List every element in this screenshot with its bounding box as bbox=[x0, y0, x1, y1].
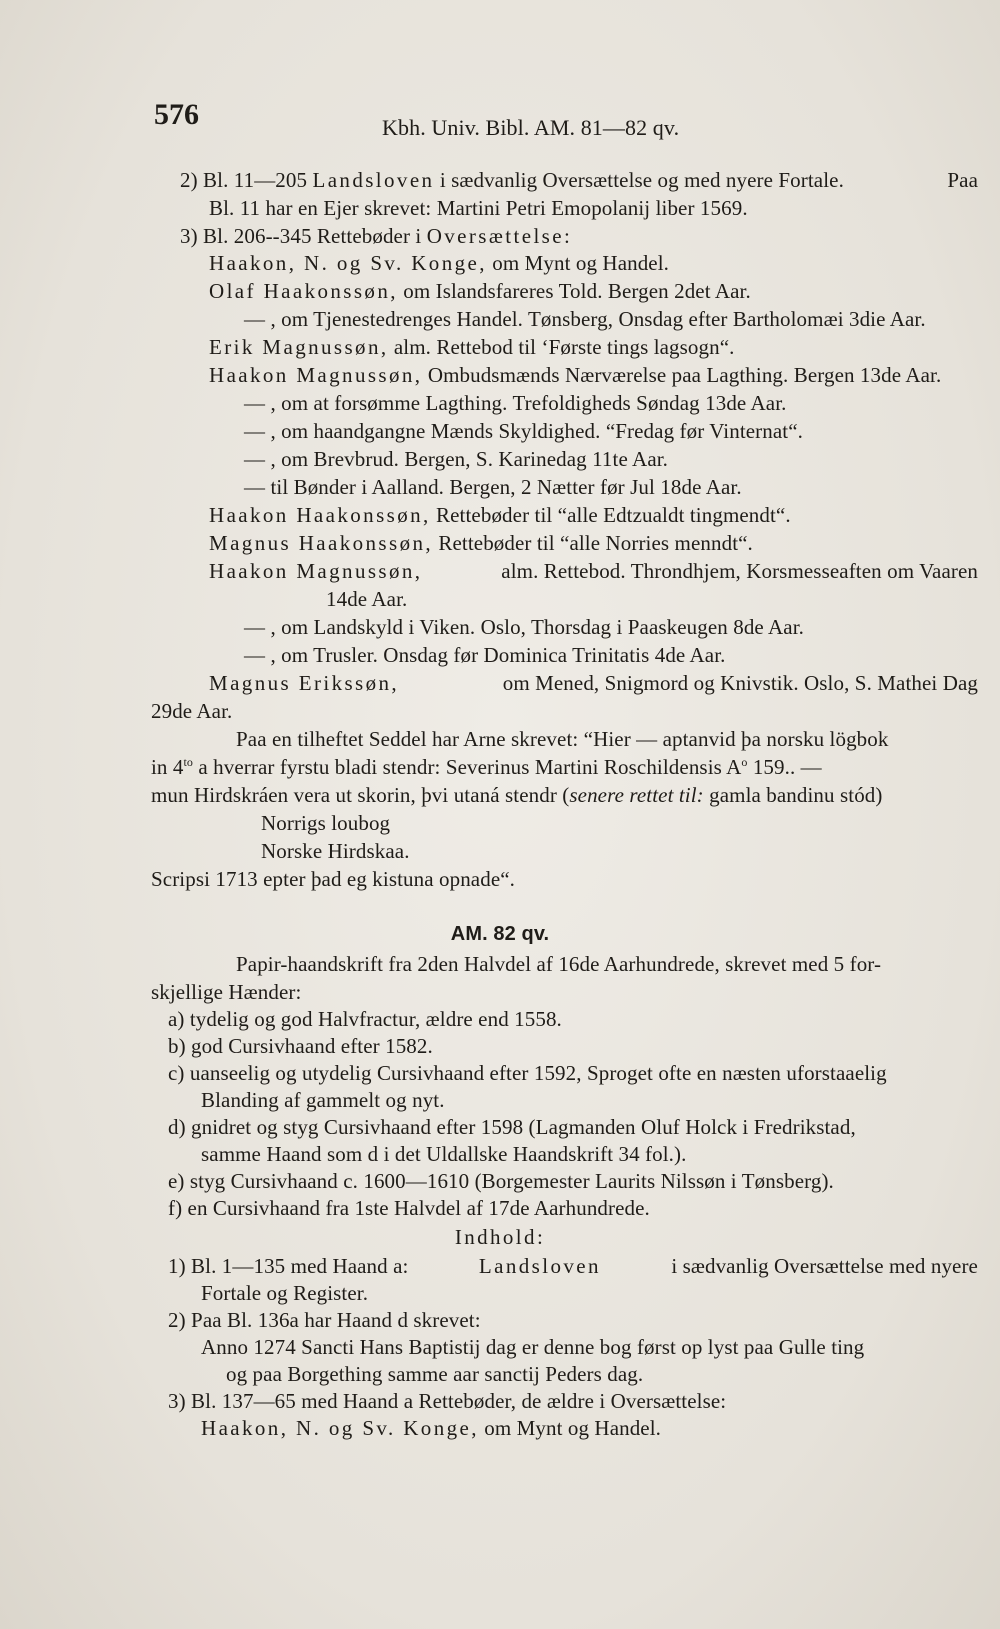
list-item: e) styg Cursivhaand c. 1600—1610 (Borgemester Laurits Nilssøn i Tønsberg). bbox=[168, 1169, 834, 1193]
text-line: 29de Aar. bbox=[151, 699, 233, 723]
text-line: — , om Landskyld i Viken. Oslo, Thorsdag i Paaskeugen 8de Aar. bbox=[244, 615, 805, 639]
text-line: Blanding af gammelt og nyt. bbox=[201, 1088, 445, 1112]
text-line: Magnus Haakonssøn, Rettebøder til “alle Norries menndt“. bbox=[209, 531, 753, 555]
text-line: 14de Aar. bbox=[326, 587, 408, 611]
list-item: 1) Bl. 1—135 med Haand a: Landsloven i sædvanlig Oversættelse med nyere bbox=[168, 1254, 978, 1278]
text-line: Papir-haandskrift fra 2den Halvdel af 16de Aarhundrede, skrevet med 5 for- bbox=[236, 952, 882, 976]
text-line: Scripsi 1713 epter þad eg kistuna opnade“. bbox=[151, 867, 516, 891]
text-line: — , om Tjenestedrenges Handel. Tønsberg, Onsdag efter Bartholomæi 3die Aar. bbox=[244, 307, 926, 331]
text-line: Haakon, N. og Sv. Konge, om Mynt og Handel. bbox=[209, 251, 670, 275]
running-title: Kbh. Univ. Bibl. AM. 81—82 qv. bbox=[382, 115, 680, 140]
text-line: 2) Bl. 11—205 Landsloven i sædvanlig Oversættelse og med nyere Fortale. Paa bbox=[180, 168, 978, 192]
text-line: — til Bønder i Aalland. Bergen, 2 Nætter før Jul 18de Aar. bbox=[244, 475, 742, 499]
text-line: Haakon Magnussøn, alm. Rettebod. Throndhjem, Korsmesseaften om Vaaren bbox=[209, 559, 978, 583]
text-line: — , om Trusler. Onsdag før Dominica Trinitatis 4de Aar. bbox=[244, 643, 726, 667]
list-item: c) uanseelig og utydelig Cursivhaand efter 1592, Sproget ofte en næsten uforstaaelig bbox=[168, 1061, 887, 1085]
text-line: in $4^{to}$ a hverrar fyrstu bladi stendr: Severinus Martini Roschildensis $A^o$ 159.. — bbox=[151, 755, 822, 779]
section-heading: AM. 82 qv. bbox=[450, 923, 550, 945]
text-line: Haakon, N. og Sv. Konge, om Mynt og Handel. bbox=[201, 1416, 662, 1440]
list-item: b) god Cursivhaand efter 1582. bbox=[168, 1034, 433, 1058]
text-line: Bl. 11 har en Ejer skrevet: Martini Petri Emopolanij liber 1569. bbox=[209, 196, 748, 220]
indhold-heading: Indhold: bbox=[454, 1225, 546, 1249]
text-line: Erik Magnussøn, alm. Rettebod til ‘Første tings lagsogn“. bbox=[209, 335, 735, 359]
list-item: f) en Cursivhaand fra 1ste Halvdel af 17de Aarhundrede. bbox=[168, 1196, 650, 1220]
list-item: 3) Bl. 137—65 med Haand a Rettebøder, de ældre i Oversættelse: bbox=[168, 1389, 727, 1413]
text-line: Fortale og Register. bbox=[201, 1281, 369, 1305]
list-item: d) gnidret og styg Cursivhaand efter 1598 (Lagmanden Oluf Holck i Fredrikstad, bbox=[168, 1115, 856, 1139]
text-line: Norske Hirdskaa. bbox=[261, 839, 410, 863]
list-item: a) tydelig og god Halvfractur, ældre end 1558. bbox=[168, 1007, 562, 1031]
list-item: 2) Paa Bl. 136a har Haand d skrevet: bbox=[168, 1308, 481, 1332]
text-line: — , om Brevbrud. Bergen, S. Karinedag 11te Aar. bbox=[244, 447, 669, 471]
page-number: 576 bbox=[154, 98, 199, 131]
text-line: mun Hirdskráen vera ut skorin, þvi utaná stendr (senere rettet til: gamla bandinu stód) bbox=[151, 783, 883, 807]
text-line: Anno 1274 Sancti Hans Baptistij dag er denne bog først op lyst paa Gulle ting bbox=[201, 1335, 865, 1359]
text-line: skjellige Hænder: bbox=[151, 980, 302, 1004]
text-line: 3) Bl. 206--345 Rettebøder i Oversættelse: bbox=[180, 224, 573, 248]
text-line: Magnus Erikssøn, om Mened, Snigmord og Knivstik. Oslo, S. Mathei Dag bbox=[209, 671, 978, 695]
text-line: Haakon Haakonssøn, Rettebøder til “alle Edtzualdt tingmendt“. bbox=[209, 503, 791, 527]
text-line: — , om haandgangne Mænds Skyldighed. “Fredag før Vinternat“. bbox=[244, 419, 803, 443]
text-line: samme Haand som d i det Uldallske Haandskrift 34 fol.). bbox=[201, 1142, 687, 1166]
text-line: Haakon Magnussøn, Ombudsmænds Nærværelse paa Lagthing. Bergen 13de Aar. bbox=[209, 363, 942, 387]
text-line: og paa Borgething samme aar sanctij Peders dag. bbox=[226, 1362, 644, 1386]
text-line: — , om at forsømme Lagthing. Trefoldigheds Søndag 13de Aar. bbox=[244, 391, 787, 415]
text-line: Norrigs loubog bbox=[261, 811, 391, 835]
text-line: Olaf Haakonssøn, om Islandsfareres Told. Bergen 2det Aar. bbox=[209, 279, 751, 303]
text-line: Paa en tilheftet Seddel har Arne skrevet: “Hier — aptanvid þa norsku lögbok bbox=[236, 727, 889, 751]
